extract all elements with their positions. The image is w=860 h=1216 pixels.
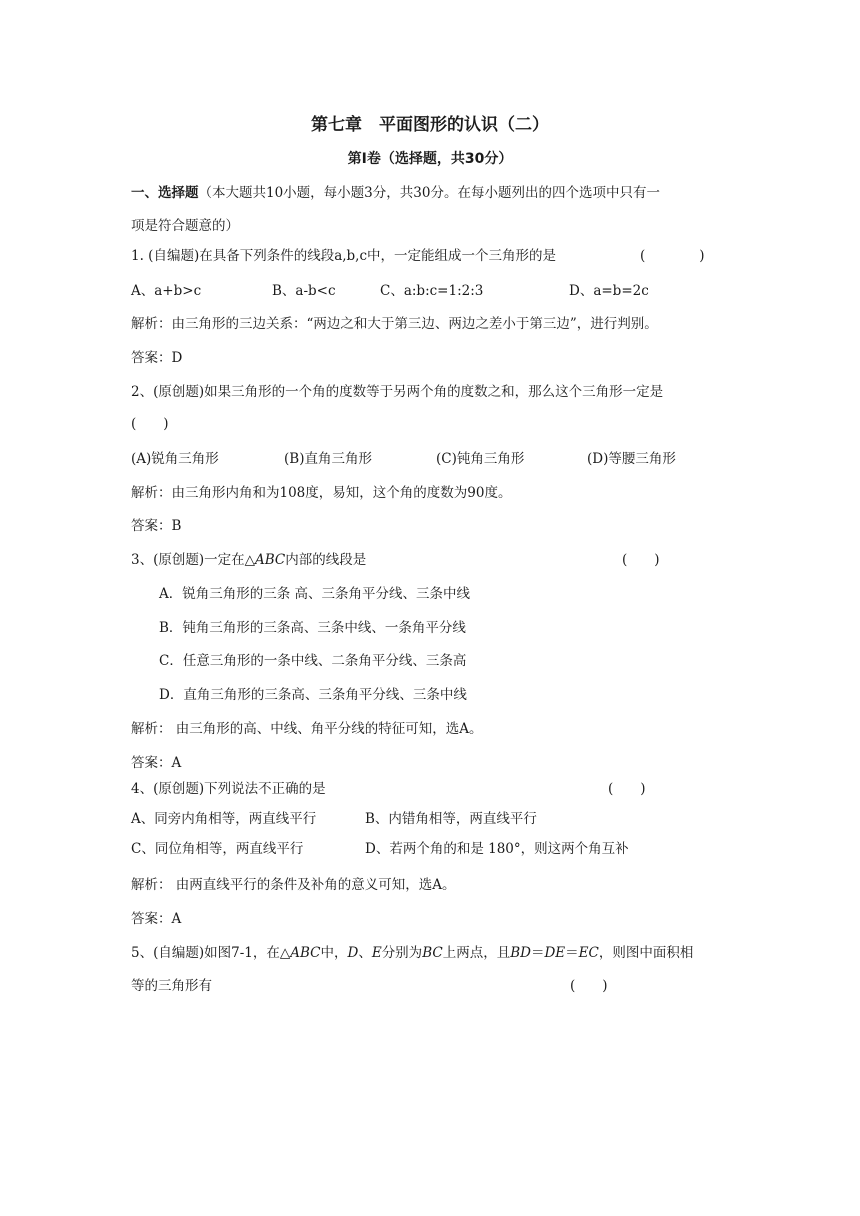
q5-text-4: 分别为 [381, 945, 423, 961]
q5-d: D [347, 945, 359, 961]
q5-text-5: 上两点，且 [442, 945, 511, 961]
q3-stem-post: 内部的线段是 [285, 552, 367, 568]
q1-answer-blank: ( ) [640, 248, 705, 264]
q5-answer-blank: ( ) [570, 978, 608, 994]
page-title: 第七章 平面图形的认识（二） [311, 115, 549, 135]
q4-option-a: A、同旁内角相等，两直线平行 [131, 811, 317, 827]
q4-option-d: D、若两个角的和是 180°，则这两个角互补 [365, 841, 629, 857]
q3-stem-abc: ABC [255, 552, 286, 568]
q1-option-b: B、a-b<c [272, 283, 336, 299]
q4-analysis: 解析： 由两直线平行的条件及补角的意义可知，选A。 [131, 877, 456, 893]
q1-option-c: C、a:b:c=1:2:3 [380, 283, 484, 299]
q3-analysis: 解析： 由三角形的高、中线、角平分线的特征可知，选A。 [131, 721, 483, 737]
q5-de: DE [544, 945, 566, 961]
q5-text-6: ，则图中面积相 [598, 945, 694, 961]
q2-analysis: 解析：由三角形内角和为108度，易知，这个角的度数为90度。 [131, 485, 512, 501]
section-note-2: 项是符合题意的） [131, 218, 239, 234]
q2-option-a: (A)锐角三角形 [131, 451, 219, 467]
q5-eq-2: ＝ [565, 945, 579, 961]
q1-analysis: 解析：由三角形的三边关系：“两边之和大于第三边、两边之差小于第三边”，进行判别。 [131, 316, 658, 332]
q4-answer-blank: ( ) [608, 781, 646, 797]
q5-e: E [371, 945, 382, 961]
q1-option-a: A、a+b>c [131, 283, 202, 299]
q5-ec: EC [578, 945, 599, 961]
q5-stem-line-2: 等的三角形有 [131, 978, 212, 994]
q2-option-d: (D)等腰三角形 [587, 451, 676, 467]
q3-stem [131, 550, 366, 570]
q3-answer-blank: ( ) [622, 552, 660, 568]
q4-option-b: B、内错角相等，两直线平行 [365, 811, 537, 827]
section-intro-line-1 [131, 183, 660, 203]
q5-stem [131, 943, 693, 963]
section-note-1: （本大题共10小题，每小题3分，共30分。在每小题列出的四个选项中只有一 [198, 185, 660, 201]
q3-answer: 答案：A [131, 755, 182, 771]
q3-option-c: C．任意三角形的一条中线、二条角平分线、三条高 [159, 653, 467, 669]
q3-option-d: D．直角三角形的三条高、三条角平分线、三条中线 [159, 687, 467, 703]
q3-stem-pre: 3、(原创题)一定在△ [131, 552, 256, 568]
q1-option-d: D、a=b=2c [569, 283, 649, 299]
q3-option-b: B．钝角三角形的三条高、三条中线、一条角平分线 [159, 620, 466, 636]
section-heading: 一、选择题 [131, 185, 199, 201]
q5-text-2: 中， [320, 945, 348, 961]
section-subtitle: 第Ⅰ卷（选择题，共30分） [347, 151, 513, 167]
q3-option-a: A．锐角三角形的三条 高、三条角平分线、三条中线 [159, 586, 471, 602]
q5-bd: BD [510, 945, 531, 961]
q5-abc: ABC [290, 945, 321, 961]
q2-option-c: (C)钝角三角形 [436, 451, 525, 467]
q2-option-b: (B)直角三角形 [284, 451, 372, 467]
q4-option-c: C、同位角相等，两直线平行 [131, 841, 304, 857]
q1-answer: 答案：D [131, 350, 183, 366]
q4-stem: 4、(原创题)下列说法不正确的是 [131, 781, 326, 797]
q5-text-3: 、 [358, 945, 372, 961]
q1-stem: 1. (自编题)在具备下列条件的线段a,b,c中，一定能组成一个三角形的是 [131, 248, 557, 264]
q5-eq-1: ＝ [530, 945, 545, 961]
q2-answer: 答案：B [131, 518, 182, 534]
q5-bc: BC [422, 945, 443, 961]
q2-stem: 2、(原创题)如果三角形的一个角的度数等于另两个角的度数之和，那么这个三角形一定是 [131, 384, 664, 400]
q4-answer: 答案：A [131, 911, 182, 927]
q5-text-1: 5、(自编题)如图7-1，在△ [131, 945, 291, 961]
q2-answer-blank: ( ) [131, 416, 169, 432]
